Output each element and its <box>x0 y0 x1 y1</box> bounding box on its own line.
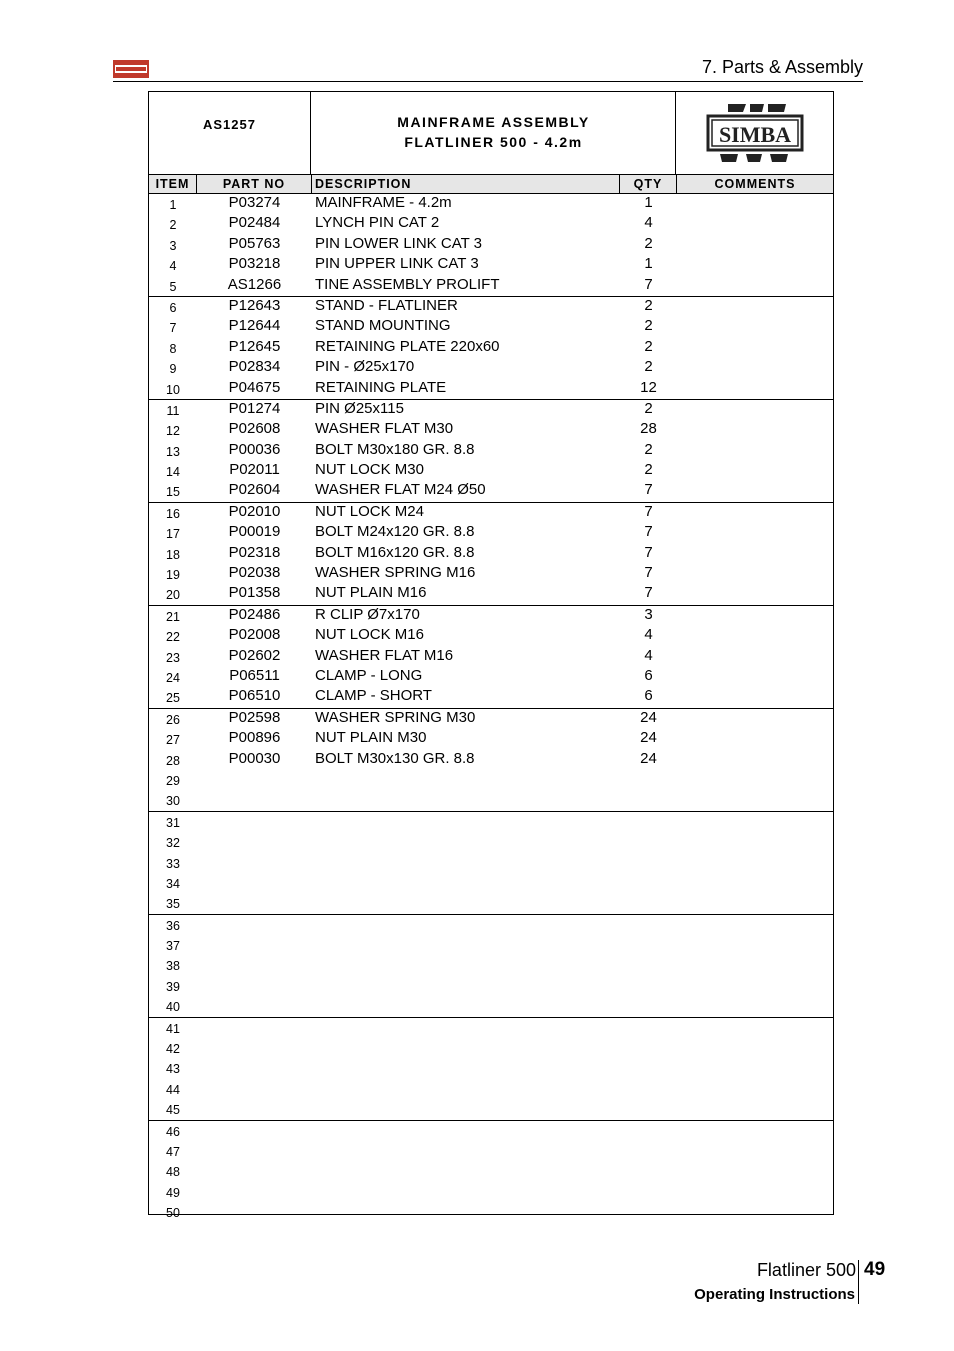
description: WASHER SPRING M30 <box>315 708 476 726</box>
row-group <box>149 1018 833 1121</box>
parts-sheet <box>148 91 834 1221</box>
part-number: P02598 <box>228 708 281 726</box>
table-row <box>149 893 833 913</box>
col-item: ITEM <box>149 175 197 193</box>
table-row <box>149 194 833 214</box>
description: NUT LOCK M16 <box>315 626 424 644</box>
table-row <box>149 214 833 234</box>
description: LYNCH PIN CAT 2 <box>315 214 440 232</box>
item-number: 24 <box>166 670 180 685</box>
table-row <box>149 1182 833 1202</box>
quantity: 7 <box>644 481 653 499</box>
table-row <box>149 1202 833 1222</box>
item-number: 49 <box>166 1185 180 1200</box>
table-row <box>149 358 833 378</box>
table-row <box>149 832 833 852</box>
part-number: P02486 <box>228 605 281 623</box>
table-row <box>149 564 833 584</box>
quantity: 6 <box>644 666 653 684</box>
item-number: 27 <box>166 733 180 748</box>
part-number: P02318 <box>228 543 281 561</box>
item-number: 2 <box>169 218 177 233</box>
table-row <box>149 873 833 893</box>
part-number: AS1266 <box>227 275 282 293</box>
table-row <box>149 441 833 461</box>
quantity: 3 <box>644 605 653 623</box>
item-number: 45 <box>166 1103 180 1118</box>
description: BOLT M30x180 GR. 8.8 <box>315 440 475 458</box>
part-number: P02604 <box>228 481 281 499</box>
part-number: P02008 <box>228 626 281 644</box>
description: RETAINING PLATE 220x60 <box>315 337 500 355</box>
description: PIN Ø25x115 <box>315 399 404 417</box>
table-row <box>149 317 833 337</box>
description: NUT PLAIN M30 <box>315 729 427 747</box>
item-number: 20 <box>166 588 180 603</box>
table-row <box>149 996 833 1016</box>
table-row <box>149 1079 833 1099</box>
table-row <box>149 729 833 749</box>
item-number: 1 <box>169 198 177 212</box>
row-group <box>149 503 833 606</box>
table-row <box>149 400 833 420</box>
simba-logo-icon <box>706 102 804 164</box>
part-number: P01358 <box>228 584 281 602</box>
row-group <box>149 915 833 1018</box>
quantity: 6 <box>644 687 653 705</box>
part-number: P02608 <box>228 420 281 438</box>
item-number: 21 <box>166 609 180 624</box>
table-row <box>149 1038 833 1058</box>
quantity: 4 <box>644 626 653 644</box>
col-description: DESCRIPTION <box>312 175 620 193</box>
table-row <box>149 1161 833 1181</box>
item-number: 23 <box>166 650 180 665</box>
part-number: P02011 <box>229 461 280 479</box>
quantity: 7 <box>644 564 653 582</box>
item-number: 43 <box>166 1062 180 1077</box>
assembly-title-line1: MAINFRAME ASSEMBLY <box>397 114 590 130</box>
table-row <box>149 687 833 707</box>
section-title: 7. Parts & Assembly <box>701 57 863 77</box>
table-row <box>149 709 833 729</box>
col-comments: COMMENTS <box>714 177 796 191</box>
item-number: 50 <box>166 1206 180 1221</box>
part-number: P06510 <box>228 687 281 705</box>
description: WASHER FLAT M16 <box>315 646 454 664</box>
description: CLAMP - SHORT <box>315 687 432 705</box>
part-number: P04675 <box>228 378 281 396</box>
item-number: 12 <box>166 424 180 439</box>
table-row <box>149 255 833 275</box>
item-number: 39 <box>166 979 180 994</box>
description: R CLIP Ø7x170 <box>315 605 420 623</box>
quantity: 2 <box>644 461 653 479</box>
assembly-title-line2: FLATLINER 500 - 4.2m <box>404 134 583 150</box>
item-number: 22 <box>166 630 180 645</box>
part-number: P03274 <box>228 194 281 211</box>
part-number: P12643 <box>228 296 281 314</box>
item-number: 48 <box>166 1165 180 1180</box>
simba-header-logo <box>113 60 149 78</box>
description: MAINFRAME - 4.2m <box>315 194 452 211</box>
row-group <box>149 812 833 915</box>
quantity: 2 <box>644 296 653 314</box>
description: BOLT M30x130 GR. 8.8 <box>315 749 475 767</box>
sheet-title-row <box>149 92 833 175</box>
description: CLAMP - LONG <box>315 666 423 684</box>
part-number: P03218 <box>228 255 281 273</box>
table-row <box>149 379 833 399</box>
row-group <box>149 297 833 400</box>
column-header-row <box>149 175 833 194</box>
part-number: P02484 <box>228 214 281 232</box>
quantity: 2 <box>644 234 653 252</box>
item-number: 16 <box>166 506 180 521</box>
table-row <box>149 853 833 873</box>
col-qty: QTY <box>620 175 677 193</box>
row-group <box>149 606 833 709</box>
table-row <box>149 790 833 810</box>
footer-divider <box>858 1260 859 1304</box>
table-row <box>149 647 833 667</box>
quantity: 2 <box>644 440 653 458</box>
table-row <box>149 1099 833 1119</box>
row-group <box>149 194 833 297</box>
quantity: 7 <box>644 502 653 520</box>
description: NUT LOCK M24 <box>315 502 424 520</box>
table-row <box>149 297 833 317</box>
quantity: 1 <box>644 194 653 211</box>
item-number: 9 <box>169 362 177 377</box>
description: PIN - Ø25x170 <box>315 358 415 376</box>
col-part-no: PART NO <box>197 175 312 193</box>
row-group <box>149 1121 833 1223</box>
item-number: 46 <box>166 1124 180 1139</box>
table-row <box>149 584 833 604</box>
item-number: 15 <box>166 485 180 500</box>
table-row <box>149 935 833 955</box>
table-row <box>149 812 833 832</box>
part-number: P12645 <box>228 337 281 355</box>
part-number: P01274 <box>228 399 281 417</box>
item-number: 18 <box>166 547 180 562</box>
quantity: 1 <box>644 255 653 273</box>
product-name: Flatliner 500 <box>756 1260 856 1280</box>
quantity: 2 <box>644 317 653 335</box>
item-number: 13 <box>166 444 180 459</box>
item-number: 25 <box>166 691 180 706</box>
item-number: 6 <box>169 300 177 315</box>
part-number: P02010 <box>228 502 281 520</box>
table-row <box>149 1121 833 1141</box>
part-number: P00036 <box>228 440 281 458</box>
quantity: 24 <box>640 708 657 726</box>
table-row <box>149 1018 833 1038</box>
row-group <box>149 400 833 503</box>
item-number: 37 <box>166 939 180 954</box>
assembly-code: AS1257 <box>149 92 311 174</box>
table-row <box>149 750 833 770</box>
item-number: 26 <box>166 712 180 727</box>
simba-logo-text: SIMBA <box>718 122 792 147</box>
item-number: 47 <box>166 1144 180 1159</box>
item-number: 32 <box>166 836 180 851</box>
item-number: 29 <box>166 773 180 788</box>
item-number: 7 <box>169 321 177 336</box>
item-number: 11 <box>166 403 180 418</box>
part-number: P02834 <box>228 358 281 376</box>
part-number: P02038 <box>228 564 281 582</box>
description: WASHER FLAT M24 Ø50 <box>315 481 486 499</box>
item-number: 19 <box>166 568 180 583</box>
table-row <box>149 523 833 543</box>
item-number: 40 <box>166 1000 180 1015</box>
part-number: P00896 <box>228 729 281 747</box>
description: WASHER SPRING M16 <box>315 564 476 582</box>
item-number: 31 <box>166 815 180 830</box>
description: TINE ASSEMBLY PROLIFT <box>315 275 500 293</box>
description: WASHER FLAT M30 <box>315 420 454 438</box>
item-number: 41 <box>166 1021 180 1036</box>
table-row <box>149 915 833 935</box>
description: STAND - FLATLINER <box>315 296 458 314</box>
description: NUT PLAIN M16 <box>315 584 427 602</box>
part-number: P12644 <box>228 317 281 335</box>
item-number: 34 <box>166 876 180 891</box>
part-number: P06511 <box>229 666 280 684</box>
table-row <box>149 420 833 440</box>
item-number: 14 <box>166 465 180 480</box>
table-row <box>149 338 833 358</box>
item-number: 33 <box>166 856 180 871</box>
part-number: P00019 <box>228 523 281 541</box>
table-row <box>149 770 833 790</box>
item-number: 3 <box>169 238 177 253</box>
table-row <box>149 461 833 481</box>
item-number: 17 <box>166 527 180 542</box>
table-row <box>149 503 833 523</box>
part-number: P02602 <box>228 646 281 664</box>
description: BOLT M16x120 GR. 8.8 <box>315 543 475 561</box>
quantity: 7 <box>644 523 653 541</box>
item-number: 4 <box>169 259 177 274</box>
quantity: 28 <box>640 420 657 438</box>
quantity: 24 <box>640 729 657 747</box>
description: RETAINING PLATE <box>315 378 447 396</box>
quantity: 7 <box>644 275 653 293</box>
item-number: 35 <box>166 897 180 912</box>
table-row <box>149 481 833 501</box>
quantity: 4 <box>644 214 653 232</box>
item-number: 8 <box>169 341 177 356</box>
quantity: 2 <box>644 358 653 376</box>
part-number: P00030 <box>228 749 281 767</box>
table-row <box>149 626 833 646</box>
item-number: 38 <box>166 959 180 974</box>
description: PIN UPPER LINK CAT 3 <box>315 255 479 273</box>
table-row <box>149 276 833 296</box>
item-number: 42 <box>166 1042 180 1057</box>
quantity: 7 <box>644 543 653 561</box>
description: PIN LOWER LINK CAT 3 <box>315 234 482 252</box>
table-row <box>149 667 833 687</box>
table-row <box>149 955 833 975</box>
table-row <box>149 544 833 564</box>
quantity: 24 <box>640 749 657 767</box>
item-number: 28 <box>166 753 180 768</box>
table-row <box>149 235 833 255</box>
part-number: P05763 <box>228 234 281 252</box>
quantity: 7 <box>644 584 653 602</box>
page-number: 49 <box>864 1259 886 1280</box>
simba-logo <box>677 92 833 174</box>
row-group <box>149 709 833 812</box>
parts-rows <box>149 194 833 1223</box>
table-row <box>149 606 833 626</box>
description: STAND MOUNTING <box>315 317 451 335</box>
assembly-title <box>312 92 676 174</box>
quantity: 4 <box>644 646 653 664</box>
quantity: 2 <box>644 337 653 355</box>
item-number: 5 <box>169 279 177 294</box>
quantity: 2 <box>644 399 653 417</box>
item-number: 10 <box>166 382 180 397</box>
quantity: 12 <box>640 378 657 396</box>
table-row <box>149 1058 833 1078</box>
item-number: 30 <box>166 794 180 809</box>
header-rule <box>113 81 863 82</box>
description: NUT LOCK M30 <box>315 461 424 479</box>
item-number: 44 <box>166 1082 180 1097</box>
table-row <box>149 976 833 996</box>
table-row <box>149 1141 833 1161</box>
item-number: 36 <box>166 918 180 933</box>
document-subtitle: Operating Instructions <box>694 1286 855 1303</box>
description: BOLT M24x120 GR. 8.8 <box>315 523 475 541</box>
